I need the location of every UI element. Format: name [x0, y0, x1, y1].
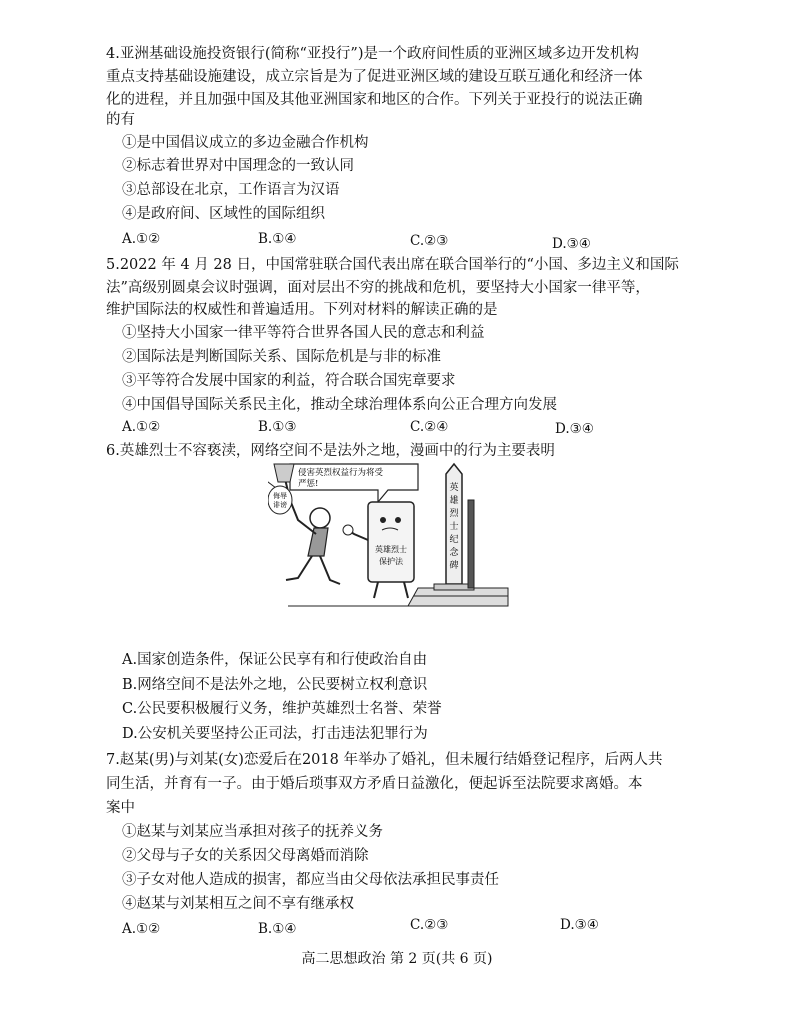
- q5-stem-line-2: 法”高级别圆桌会议时强调，面对层出不穷的挑战和危机，要坚持大小国家一律平等，: [106, 280, 650, 296]
- q7-choice-d: D.③④: [560, 917, 599, 933]
- q7-choice-b: B.①④: [258, 921, 297, 937]
- speech-line-1: 侵害英烈权益行为将受: [298, 468, 384, 478]
- q6-option-a: A.国家创造条件，保证公民享有和行使政治自由: [122, 652, 428, 668]
- law-book-line-1: 英雄烈士: [375, 545, 407, 554]
- q4-item-2: ②标志着世界对中国理念的一致认同: [122, 158, 354, 174]
- q4-choice-a: A.①②: [122, 231, 161, 247]
- q4-stem-line-4: 的有: [106, 112, 135, 128]
- q6-option-b: B.网络空间不是法外之地，公民要树立权利意识: [122, 677, 428, 693]
- q6-option-d: D.公安机关要坚持公正司法，打击违法犯罪行为: [122, 726, 428, 742]
- monument-char-6: 念: [449, 548, 459, 558]
- monument: [434, 464, 474, 590]
- q5-choice-d: D.③④: [555, 421, 594, 437]
- q4-item-3: ③总部设在北京，工作语言为汉语: [122, 182, 340, 198]
- q4-stem-line-3: 化的进程，并且加强中国及其他亚洲国家和地区的合作。下列关于亚投行的说法正确: [106, 92, 643, 108]
- q4-item-1: ①是中国倡议成立的多边金融合作机构: [122, 135, 369, 151]
- q5-choice-a: A.①②: [122, 419, 161, 435]
- law-book-line-2: 保护法: [379, 557, 403, 566]
- monument-char-4: 士: [449, 522, 459, 532]
- monument-char-7: 碑: [449, 561, 459, 571]
- q4-choice-b: B.①④: [258, 231, 297, 247]
- page-footer: 高二思想政治 第 2 页(共 6 页): [301, 951, 493, 967]
- q5-stem-line-3: 维护国际法的权威性和普遍适用。下列对材料的解读正确的是: [106, 302, 498, 318]
- q7-choice-a: A.①②: [122, 921, 161, 937]
- monument-char-2: 雄: [449, 496, 459, 506]
- monument-char-1: 英: [449, 483, 459, 493]
- q5-item-4: ④中国倡导国际关系民主化，推动全球治理体系向公正合理方向发展: [122, 397, 557, 413]
- cartoon-illustration: [268, 460, 520, 608]
- q7-choice-c: C.②③: [410, 917, 449, 933]
- q7-stem-line-1: 7.赵某(男)与刘某(女)恋爱后在2018 年举办了婚礼，但未履行结婚登记程序，后两人共: [106, 752, 663, 768]
- broom-sign-line-2: 诽谤: [273, 501, 287, 509]
- q5-item-3: ③平等符合发展中国家的利益，符合联合国宪章要求: [122, 373, 456, 389]
- q4-item-4: ④是政府间、区域性的国际组织: [122, 206, 325, 222]
- broom-sign-line-1: 侮辱: [273, 492, 287, 500]
- q5-choice-b: B.①③: [258, 419, 297, 435]
- q4-stem-line-2: 重点支持基础设施建设，成立宗旨是为了促进亚洲区域的建设互联互通化和经济一体: [106, 69, 643, 85]
- q7-stem-line-2: 同生活，并育有一子。由于婚后琐事双方矛盾日益激化，便起诉至法院要求离婚。本: [106, 776, 643, 792]
- speech-line-2: 严惩!: [298, 479, 319, 489]
- q6-stem-line-1: 6.英雄烈士不容亵渎，网络空间不是法外之地，漫画中的行为主要表明: [106, 443, 555, 459]
- q6-option-c: C.公民要积极履行义务，维护英雄烈士名誉、荣誉: [122, 701, 442, 717]
- q7-item-1: ①赵某与刘某应当承担对孩子的抚养义务: [122, 824, 383, 840]
- q4-choice-c: C.②③: [410, 233, 449, 249]
- q4-stem-line-1: 4.亚洲基础设施投资银行(简称“亚投行”)是一个政府间性质的亚洲区域多边开发机构: [106, 46, 639, 62]
- q4-choice-d: D.③④: [552, 236, 591, 252]
- q5-stem-line-1: 5.2022 年 4 月 28 日，中国常驻联合国代表出席在联合国举行的“小国、多边主义和国际: [106, 257, 679, 273]
- monument-char-5: 纪: [449, 535, 459, 545]
- q7-item-3: ③子女对他人造成的损害，都应当由父母依法承担民事责任: [122, 872, 499, 888]
- q5-item-2: ②国际法是判断国际关系、国际危机是与非的标准: [122, 349, 441, 365]
- law-book-character: [343, 502, 414, 598]
- q5-choice-c: C.②④: [410, 419, 449, 435]
- q7-item-4: ④赵某与刘某相互之间不享有继承权: [122, 896, 354, 912]
- q5-item-1: ①坚持大小国家一律平等符合世界各国人民的意志和利益: [122, 325, 485, 341]
- speech-bubble: [290, 464, 418, 502]
- q7-item-2: ②父母与子女的关系因父母离婚而消除: [122, 848, 369, 864]
- monument-char-3: 烈: [449, 509, 459, 519]
- q7-stem-line-3: 案中: [106, 800, 135, 816]
